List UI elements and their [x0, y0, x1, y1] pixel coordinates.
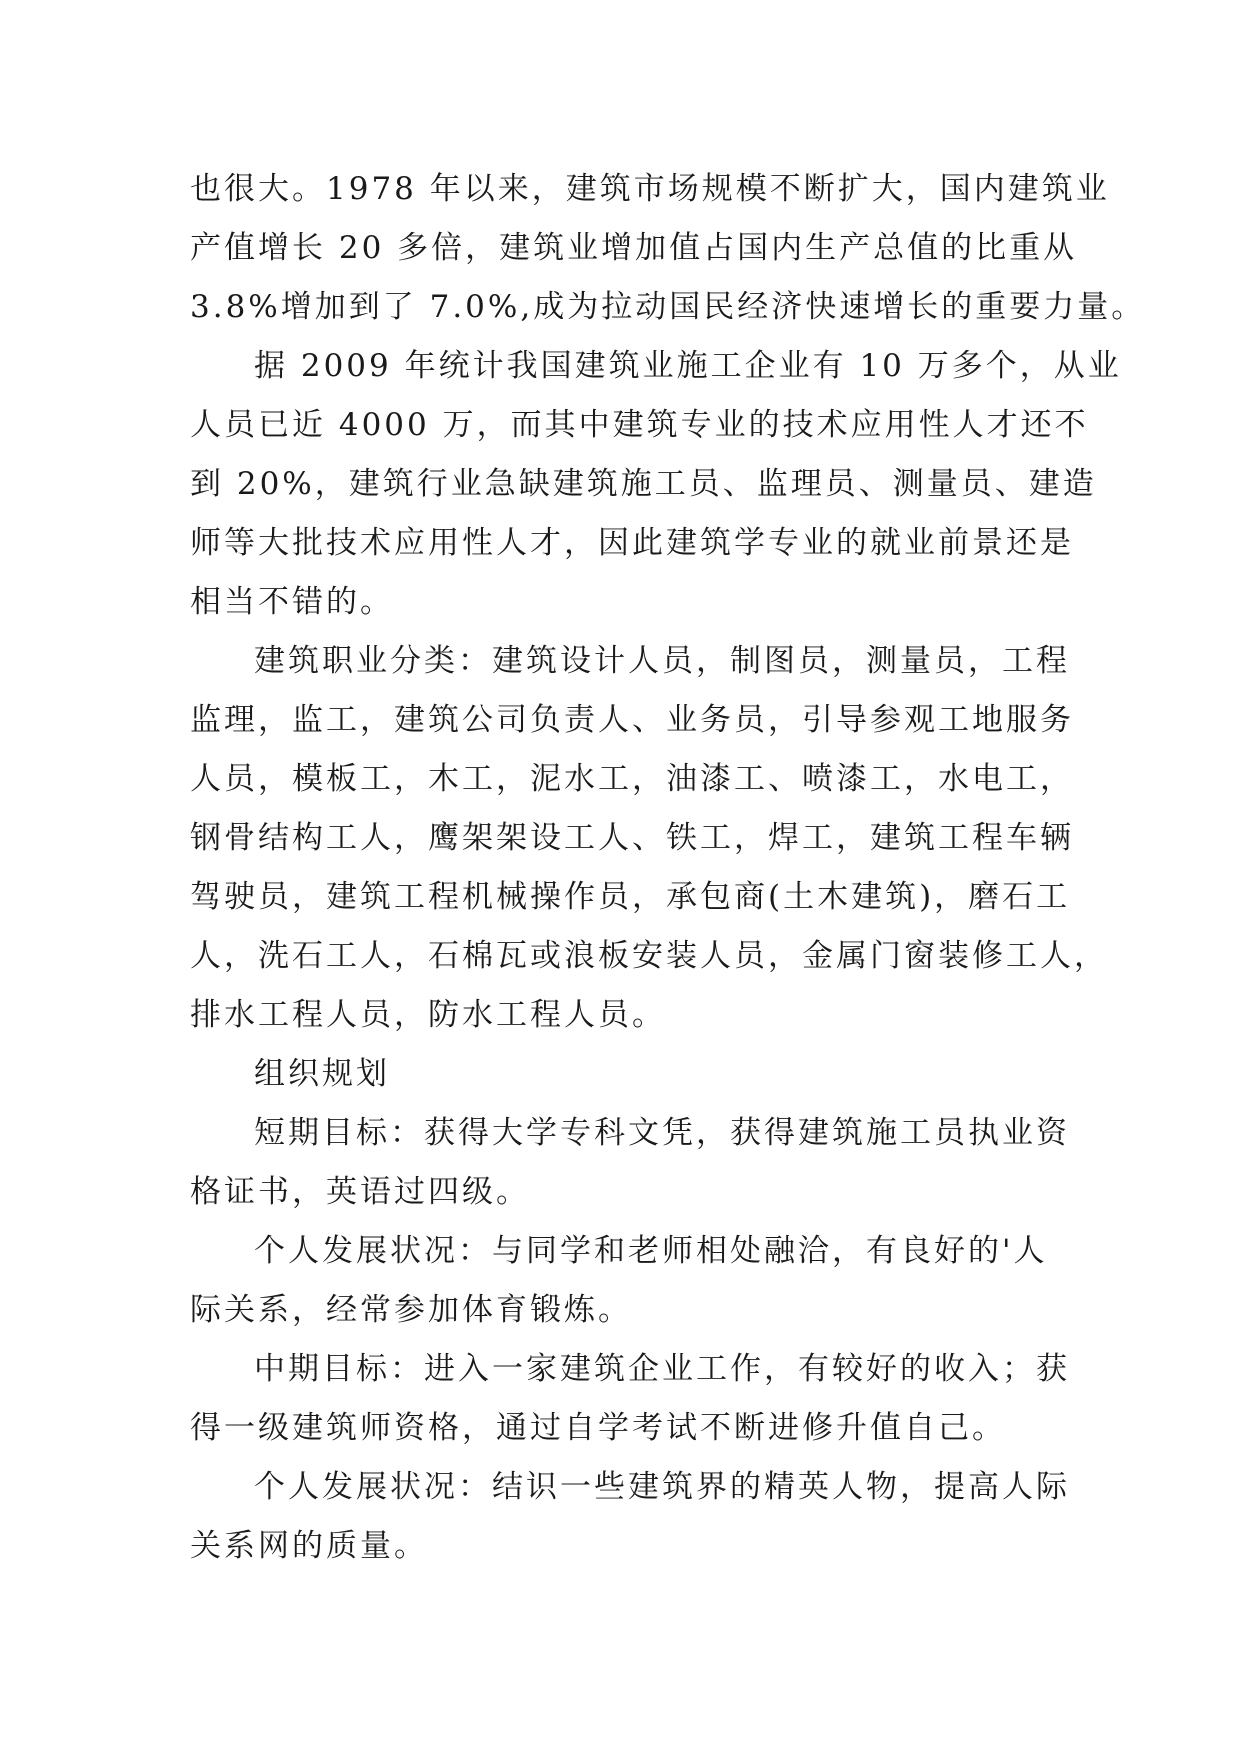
document-body: [190, 160, 1146, 1576]
text-line: 监理，监工，建筑公司负责人、业务员，引导参观工地服务: [190, 702, 1074, 738]
text-line: 也很大。1978 年以来，建筑市场规模不断扩大，国内建筑业: [190, 171, 1110, 207]
text-line: 关系网的质量。: [190, 1528, 428, 1564]
text-line: 得一级建筑师资格，通过自学考试不断进修升值自己。: [190, 1410, 1006, 1446]
text-line: 师等大批技术应用性人才，因此建筑学专业的就业前景还是: [190, 525, 1074, 561]
text-line: 驾驶员，建筑工程机械操作员，承包商(土木建筑)，磨石工: [190, 879, 1071, 915]
paragraph-first-line: 短期目标：获得大学专科文凭，获得建筑施工员执业资: [254, 1115, 1070, 1151]
paragraph-first-line: 中期目标：进入一家建筑企业工作，有较好的收入；获: [254, 1351, 1070, 1387]
text-line: 钢骨结构工人，鹰架架设工人、铁工，焊工，建筑工程车辆: [190, 820, 1074, 856]
text-line: 产值增长 20 多倍，建筑业增加值占国内生产总值的比重从: [190, 230, 1078, 266]
text-line: 人员已近 4000 万，而其中建筑专业的技术应用性人才还不: [190, 407, 1089, 443]
text-line: 格证书，英语过四级。: [190, 1174, 530, 1210]
text-line: 排水工程人员，防水工程人员。: [190, 997, 666, 1033]
text-line: 3.8%增加到了 7.0%,成为拉动国民经济快速增长的重要力量。: [190, 289, 1146, 325]
section-heading: 组织规划: [254, 1056, 390, 1092]
paragraph-first-line: 个人发展状况：结识一些建筑界的精英人物，提高人际: [254, 1469, 1070, 1505]
paragraph-first-line: 据 2009 年统计我国建筑业施工企业有 10 万多个，从业: [254, 348, 1122, 384]
text-line: 人员，模板工，木工，泥水工，油漆工、喷漆工，水电工，: [190, 761, 1074, 797]
paragraph-first-line: 个人发展状况：与同学和老师相处融洽，有良好的'人: [254, 1233, 1048, 1269]
text-line: 人，洗石工人，石棉瓦或浪板安装人员，金属门窗装修工人，: [190, 938, 1108, 974]
text-line: 际关系，经常参加体育锻炼。: [190, 1292, 632, 1328]
text-line: 到 20%，建筑行业急缺建筑施工员、监理员、测量员、建造: [190, 466, 1097, 502]
paragraph-first-line: 建筑职业分类：建筑设计人员，制图员，测量员，工程: [254, 643, 1070, 679]
text-line: 相当不错的。: [190, 584, 394, 620]
